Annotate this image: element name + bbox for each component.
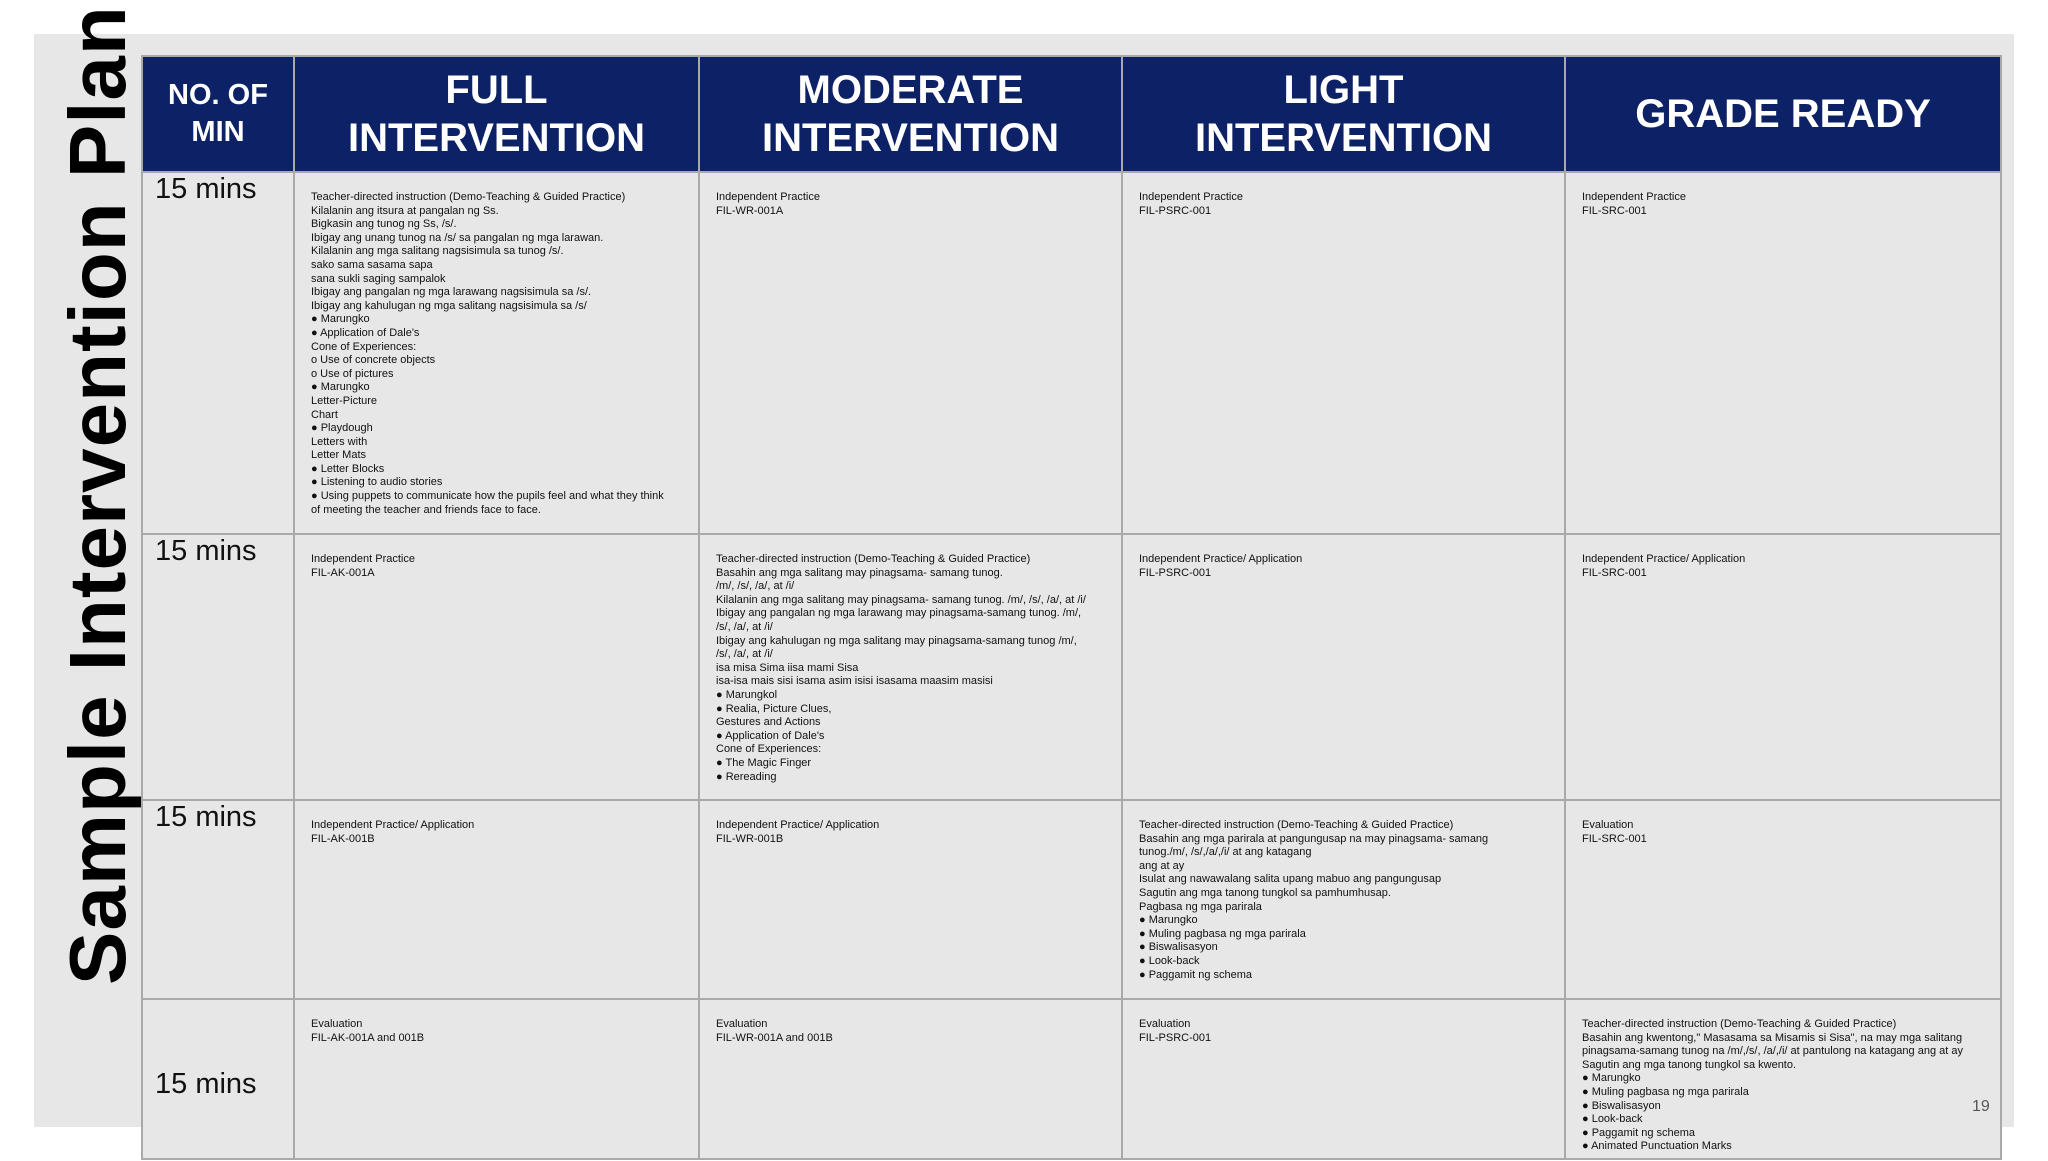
cell-line: FIL-WR-001A: [716, 204, 784, 217]
light-intervention-cell: [1122, 999, 1565, 1159]
full-intervention-cell: [294, 999, 699, 1159]
header-light-intervention: [1122, 56, 1565, 172]
cell-line: Independent Practice: [1582, 191, 1686, 203]
cell-line: ● Paggamit ng schema: [1139, 968, 1253, 981]
cell-line: ● Muling pagbasa ng mga parirala: [1582, 1085, 1749, 1098]
header-moderate-line1: MODERATE: [797, 68, 1024, 112]
cell-line: FIL-WR-001B: [716, 832, 784, 845]
header-min-line2: MIN: [191, 116, 245, 148]
cell-line: Kilalanin ang mga salitang nagsisimula sa tunog /s/.: [311, 245, 564, 258]
cell-line: Kilalanin ang itsura at pangalan ng Ss.: [311, 204, 499, 217]
cell-line: Ibigay ang kahulugan ng mga salitang nagsisimula sa /s/: [311, 299, 587, 312]
cell-line: isa misa Sima iisa mami Sisa: [716, 661, 859, 674]
cell-line: Cone of Experiences:: [311, 340, 417, 353]
light-intervention-cell: [1122, 800, 1565, 999]
cell-line: ● Marungko: [311, 313, 370, 326]
cell-line: FIL-PSRC-001: [1139, 566, 1212, 579]
cell-line: Teacher-directed instruction (Demo-Teaching & Guided Practice): [311, 191, 626, 203]
header-row: [142, 56, 2001, 172]
cell-content: [1566, 173, 2000, 218]
cell-line: Cone of Experiences:: [716, 743, 822, 756]
cell-line: isa-isa mais sisi isama asim isisi isasama maasim masisi: [716, 675, 993, 688]
minutes-label: 15 mins: [155, 801, 257, 833]
header-light-line2: INTERVENTION: [1194, 116, 1493, 160]
cell-line: Evaluation: [311, 1018, 363, 1030]
cell-line: Letter Mats: [311, 449, 367, 462]
grade-ready-cell: [1565, 800, 2001, 999]
cell-content: [295, 173, 698, 517]
cell-line: pinagsama-samang tunog na /m/,/s/, /a/,/i/ at pantulong na katagang ang at ay: [1582, 1045, 1963, 1058]
minutes-cell: [142, 999, 294, 1159]
cell-line: Independent Practice/ Application: [1582, 553, 1746, 565]
cell-line: /s/, /a/, at /i/: [716, 620, 773, 633]
minutes-cell: [142, 172, 294, 534]
minutes-label: 15 mins: [155, 1068, 257, 1100]
cell-line: Teacher-directed instruction (Demo-Teaching & Guided Practice): [1139, 819, 1454, 831]
cell-line: FIL-PSRC-001: [1139, 204, 1212, 217]
cell-line: Teacher-directed instruction (Demo-Teaching & Guided Practice): [1582, 1018, 1897, 1030]
cell-line: FIL-AK-001A: [311, 566, 375, 579]
cell-content: [1566, 801, 2000, 846]
cell-line: Ibigay ang pangalan ng mga larawang nagsisimula sa /s/.: [311, 286, 592, 299]
table-row: [142, 800, 2001, 999]
grade-ready-cell: [1565, 172, 2001, 534]
full-intervention-cell: [294, 172, 699, 534]
cell-line: ● The Magic Finger: [716, 756, 812, 769]
cell-line: ● Marungkol: [716, 688, 778, 701]
cell-line: Independent Practice/ Application: [311, 819, 475, 831]
cell-line: Letter-Picture: [311, 394, 378, 407]
cell-line: ● Marungko: [1139, 914, 1198, 927]
cell-line: Sagutin ang mga tanong tungkol sa kwento.: [1582, 1058, 1797, 1071]
cell-line: Sagutin ang mga tanong tungkol sa pamhumhusap.: [1139, 886, 1391, 899]
header-grade-line1: GRADE READY: [1635, 92, 1931, 136]
minutes-label: 15 mins: [155, 173, 257, 205]
minutes-label: 15 mins: [155, 535, 257, 567]
cell-content: [1123, 801, 1564, 982]
light-intervention-cell: [1122, 172, 1565, 534]
cell-line: ● Biswalisasyon: [1139, 941, 1218, 954]
header-full-line2: INTERVENTION: [347, 116, 646, 160]
cell-line: of meeting the teacher and friends face to face.: [311, 503, 541, 516]
table-row: [142, 172, 2001, 534]
cell-line: FIL-PSRC-001: [1139, 1031, 1212, 1044]
full-intervention-cell: [294, 534, 699, 800]
cell-line: ● Look-back: [1582, 1113, 1643, 1126]
header-no-of-min: [142, 56, 294, 172]
cell-line: Teacher-directed instruction (Demo-Teaching & Guided Practice): [716, 553, 1031, 565]
cell-content: [295, 801, 698, 846]
cell-line: Kilalanin ang mga salitang may pinagsama- samang tunog. /m/, /s/, /a/, at /i/: [716, 593, 1086, 606]
cell-line: ● Muling pagbasa ng mga parirala: [1139, 927, 1306, 940]
moderate-intervention-cell: [699, 999, 1122, 1159]
table-row: [142, 999, 2001, 1159]
cell-line: ● Application of Dale's: [716, 729, 825, 742]
header-full-intervention: [294, 56, 699, 172]
slide-title: Sample Intervention Plan: [53, 5, 142, 985]
cell-content: [700, 535, 1121, 784]
cell-line: ● Marungko: [311, 381, 370, 394]
cell-line: ● Look-back: [1139, 954, 1200, 967]
cell-line: ● Animated Punctuation Marks: [1582, 1140, 1732, 1153]
page-number: 19: [1972, 1098, 1990, 1115]
cell-content: [1566, 1000, 2000, 1154]
minutes-cell: [142, 534, 294, 800]
cell-content: [295, 1000, 698, 1045]
moderate-intervention-cell: [699, 172, 1122, 534]
cell-line: ● Playdough: [311, 422, 373, 435]
moderate-intervention-cell: [699, 534, 1122, 800]
cell-line: FIL-AK-001B: [311, 832, 375, 845]
header-light-line1: LIGHT: [1283, 68, 1404, 112]
cell-line: /s/, /a/, at /i/: [716, 648, 773, 661]
cell-line: ● Marungko: [1582, 1072, 1641, 1085]
header-moderate-line2: INTERVENTION: [761, 116, 1060, 160]
header-full-line1: FULL: [445, 68, 548, 112]
cell-line: Ibigay ang pangalan ng mga larawang may pinagsama-samang tunog. /m/,: [716, 607, 1082, 620]
cell-line: ● Biswalisasyon: [1582, 1099, 1661, 1112]
table-row: [142, 534, 2001, 800]
cell-line: Chart: [311, 408, 338, 421]
cell-line: FIL-WR-001A and 001B: [716, 1031, 833, 1044]
cell-content: [700, 173, 1121, 218]
cell-line: Independent Practice: [716, 191, 820, 203]
cell-content: [295, 535, 698, 580]
light-intervention-cell: [1122, 534, 1565, 800]
cell-line: ● Using puppets to communicate how the pupils feel and what they think: [311, 490, 664, 503]
cell-line: Basahin ang mga parirala at pangungusap na may pinagsama- samang: [1139, 832, 1489, 845]
grade-ready-cell: [1565, 999, 2001, 1159]
header-min-line1: NO. OF: [168, 79, 268, 111]
cell-line: sana sukli saging sampalok: [311, 272, 446, 285]
minutes-cell: [142, 800, 294, 999]
cell-line: Independent Practice: [1139, 191, 1243, 203]
cell-line: Independent Practice/ Application: [716, 819, 880, 831]
cell-line: ● Letter Blocks: [311, 462, 385, 475]
cell-line: Independent Practice/ Application: [1139, 553, 1303, 565]
moderate-intervention-cell: [699, 800, 1122, 999]
cell-line: ● Rereading: [716, 770, 777, 783]
cell-content: [700, 801, 1121, 846]
cell-line: tunog./m/, /s/,/a/,/i/ at ang katagang: [1139, 846, 1312, 859]
cell-line: Letters with: [311, 435, 368, 448]
cell-line: ang at ay: [1139, 859, 1185, 872]
cell-line: Pagbasa ng mga parirala: [1139, 900, 1262, 913]
cell-line: ● Application of Dale's: [311, 326, 420, 339]
cell-line: Ibigay ang unang tunog na /s/ sa pangalan ng mga larawan.: [311, 231, 604, 244]
cell-content: [1566, 535, 2000, 580]
cell-line: Basahin ang mga salitang may pinagsama- samang tunog.: [716, 566, 1003, 579]
cell-line: ● Paggamit ng schema: [1582, 1126, 1696, 1139]
grade-ready-cell: [1565, 534, 2001, 800]
cell-line: Isulat ang nawawalang salita upang mabuo ang pangungusap: [1139, 873, 1442, 886]
cell-line: FIL-SRC-001: [1582, 204, 1647, 217]
cell-line: sako sama sasama sapa: [311, 258, 433, 271]
cell-line: ● Realia, Picture Clues,: [716, 702, 832, 715]
cell-line: /m/, /s/, /a/, at /i/: [716, 580, 795, 593]
cell-line: Gestures and Actions: [716, 716, 821, 729]
cell-line: Basahin ang kwentong," Masasama sa Misamis si Sisa", na may mga salitang: [1582, 1031, 1963, 1044]
cell-content: [700, 1000, 1121, 1045]
header-moderate-intervention: [699, 56, 1122, 172]
cell-line: Bigkasin ang tunog ng Ss, /s/.: [311, 218, 457, 231]
cell-content: [1123, 535, 1564, 580]
cell-line: o Use of pictures: [311, 367, 394, 380]
cell-line: Independent Practice: [311, 553, 415, 565]
cell-line: FIL-AK-001A and 001B: [311, 1031, 425, 1044]
cell-line: o Use of concrete objects: [311, 354, 436, 367]
cell-line: FIL-SRC-001: [1582, 832, 1647, 845]
cell-line: Evaluation: [1139, 1018, 1191, 1030]
cell-content: [1123, 1000, 1564, 1045]
full-intervention-cell: [294, 800, 699, 999]
intervention-plan-table: [141, 55, 2002, 1160]
cell-line: Ibigay ang kahulugan ng mga salitang may pinagsama-samang tunog /m/,: [716, 634, 1077, 647]
cell-line: FIL-SRC-001: [1582, 566, 1647, 579]
cell-content: [1123, 173, 1564, 218]
header-grade-ready: [1565, 56, 2001, 172]
cell-line: ● Listening to audio stories: [311, 476, 443, 489]
cell-line: Evaluation: [716, 1018, 768, 1030]
cell-line: Evaluation: [1582, 819, 1634, 831]
